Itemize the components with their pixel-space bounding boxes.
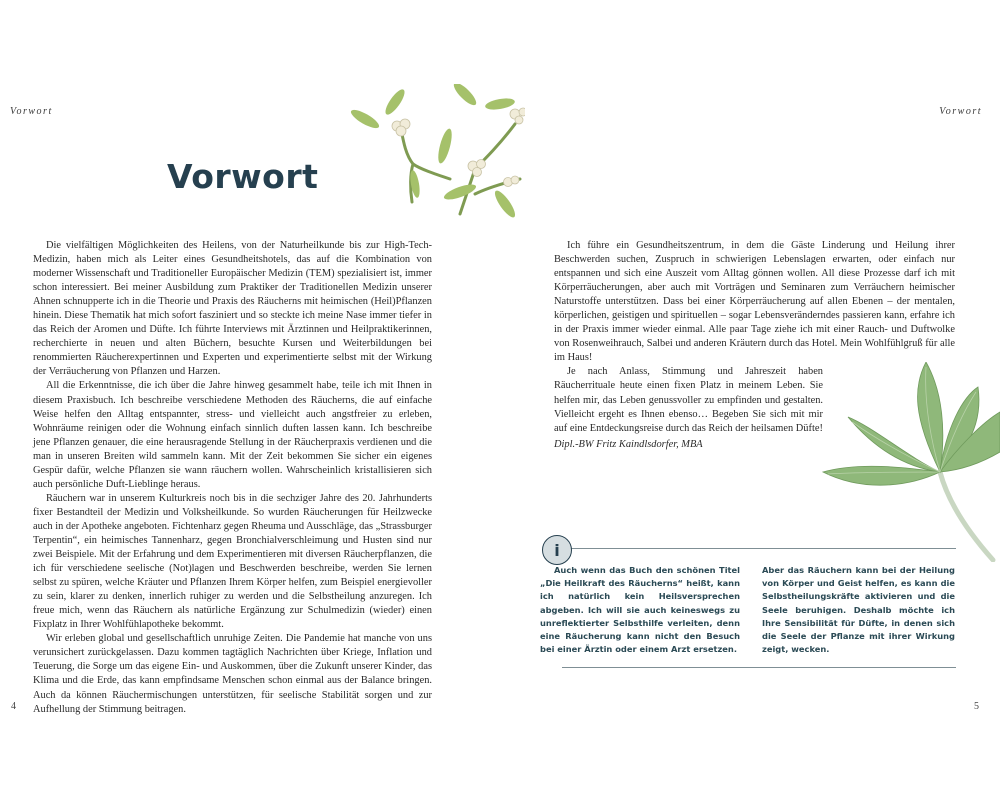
paragraph: All die Erkenntnisse, die ich über die Jahre hinweg gesammelt habe, teile ich mit Ihnen in diesem Praxisbuch. Ich beschreibe verschiedene Methoden des Räucherns, die auf einfache Weise helfen den Alltag entspannter, stress- und vielleicht auch angstfreier zu erleben, Wohnräume reinigen oder die Wohnung einfach sinnlich duften lassen kann. Ich beschreibe jene Pflanzen genauer, die eine herausragende Stellung in der Räucherpraxis verdienen und die man in unseren Breiten wild sammeln kann. Mit der Zeit bekommen Sie sicher ein eigenes Gespür dafür, welche Pflanzen sie wann räuchern wollen. Wahrscheinlich kristallisieren sich auch persönliche Duft-Lieblinge heraus. [33, 380, 432, 490]
page-number-right: 5 [974, 701, 979, 712]
running-head-left: Vorwort [10, 106, 53, 117]
info-icon: i [542, 535, 572, 565]
info-box-top-rule [562, 548, 956, 549]
paragraph: Ich führe ein Gesundheitszentrum, in dem die Gäste Linderung und Heilung ihrer Beschwerden suchen, Zuspruch in schwierigen Lebenslagen erwarten, oder einfach nur entspannen und sich eine Auszeit vom Alltag gönnen wollen. All diese Prozesse darf ich mit Körperräucherungen, aber auch mit Vorträgen und Seminaren zum Verräuchern heimischer Naturstoffe unterstützen. Dass bei einer Körperräucherung auf allen Ebenen – der mentalen, körperlichen, geistigen und spirituellen – sogar Lebensveränderndes passieren kann, erfahre ich in der Praxis immer wieder einmal. Alle paar Tage ziehe ich mit einer Rauch- und Duftwolke von Rosenweihrauch, Salbei und anderen Kräutern durch das Hotel. Mein Wohlfühlgruß für alle im Haus! [554, 240, 955, 364]
mistletoe-illustration [325, 84, 525, 234]
info-box-left-text: Auch wenn das Buch den schönen Titel „Die Heilkraft des Räucherns“ heißt, kann ich natürlich kein Heilsversprechen abgeben. Ich will sie auch keineswegs zu unreflektierter Selbsthilfe verleiten, denn eine Räucherung kann nicht den Besuch bei einer Ärztin oder einem Arzt ersetzen. [540, 565, 740, 655]
page-title: Vorwort [167, 157, 319, 196]
info-box-bottom-rule [562, 667, 956, 668]
info-box [520, 540, 956, 668]
running-head-right: Vorwort [939, 106, 982, 117]
info-box-right-text: Aber das Räuchern kann bei der Heilung von Körper und Geist helfen, es kann die Selbstheilungskräfte aktivieren und die Seele beruhigen. Deshalb möchte ich Ihre Sensibilität für Düfte, in denen sich die Seele der Pflanze mit ihrer Wirkung zeigt, wecken. [762, 565, 955, 655]
signature: Dipl.-BW Fritz Kaindlsdorfer, MBA [554, 438, 703, 450]
paragraph: Je nach Anlass, Stimmung und Jahreszeit haben Räucherrituale heute einen fixen Platz in meinem Leben. Sie helfen mir, das Leben genussvoller zu empfinden und gestalten. Vielleicht ergeht es Ihnen ebenso… Begeben Sie sich mit mir auf eine Entdeckungsreise durch das Reich der heilsamen Düfte! [554, 366, 823, 434]
page-number-left: 4 [11, 701, 16, 712]
leaf-plant-illustration [818, 362, 1000, 562]
paragraph: Die vielfältigen Möglichkeiten des Heilens, von der Naturheilkunde bis zur High-Tech-Medizin, haben mich als Leiter eines Gesundheitshotels, das auf die Kombination von moderner Wissenschaft und Traditioneller Europäischer Medizin (TEM) spezialisiert ist, immer schon interessiert. Bei meiner Ausbildung zum Praktiker der Traditionellen Medizin unserer Ahnen schnupperte ich in die Theorie und Praxis des Räucherns mit heimischen (Heil)Pflanzen hinein. Diese Thematik hat mich sofort fasziniert und so steckte ich meine Nase immer tiefer in das Reich der Aromen und Düfte. Ich führte Interviews mit Ärztinnen und Heilpraktikerinnen, recherchierte in neuen und alten Büchern, besuchte Kursen und Weiterbildungen bei renommierten Räucherexpertinnen und Experten und experimentierte selbst mit der Wirkung der Verräucherung von Pflanzen und Harzen. [33, 240, 432, 378]
paragraph: Wir erleben global und gesellschaftlich unruhige Zeiten. Die Pandemie hat manche von uns verunsichert zurückgelassen. Dazu kommen tagtäglich Nachrichten über Kriege, Inflation und Teuerung, die Sorge um das eigene Ein- und Auskommen, über die Zukunft unserer Kinder, das Klima und die Erde, das kann empfindsame Menschen schon einmal aus der Balance bringen. Auch da können Räuchermischungen unterstützen, für seelische Stabilität sorgen und zur Aufhellung der Stimmung beitragen. [33, 633, 432, 715]
left-column-text [33, 239, 432, 717]
paragraph: Räuchern war in unserem Kulturkreis noch bis in die sechziger Jahre des 20. Jahrhunderts fixer Bestandteil der Medizin und Volksheilkunde. So wurden Räucherungen für Heilzwecke auch in der Apotheke angeboten. Fichtenharz gegen Rheuma und Ausschläge, das „Strassburger Terpentin“, ein heimisches Tannenharz, gegen Bronchialverschleimung und Husten sind nur zwei Beispiele. Mit der Erfahrung und dem Experimentieren mit diversen Räucherpflanzen, die ich für verschiedene seelische (Not)lagen und Beschwerden beschreibe, werden Sie lernen selbst zu spüren, welche Kräuter und Pflanzen Ihrem Körper helfen, zum Beispiel energievoller zu sein, klarer zu denken, innerlich ruhiger zu werden und die Selbstheilung anzuregen. Ich freue mich, wenn das Räuchern als natürliche Ergänzung zur Schulmedizin (wieder) einen Fixplatz in Ihrer Wohlfühlapotheke bekommt. [33, 492, 432, 631]
